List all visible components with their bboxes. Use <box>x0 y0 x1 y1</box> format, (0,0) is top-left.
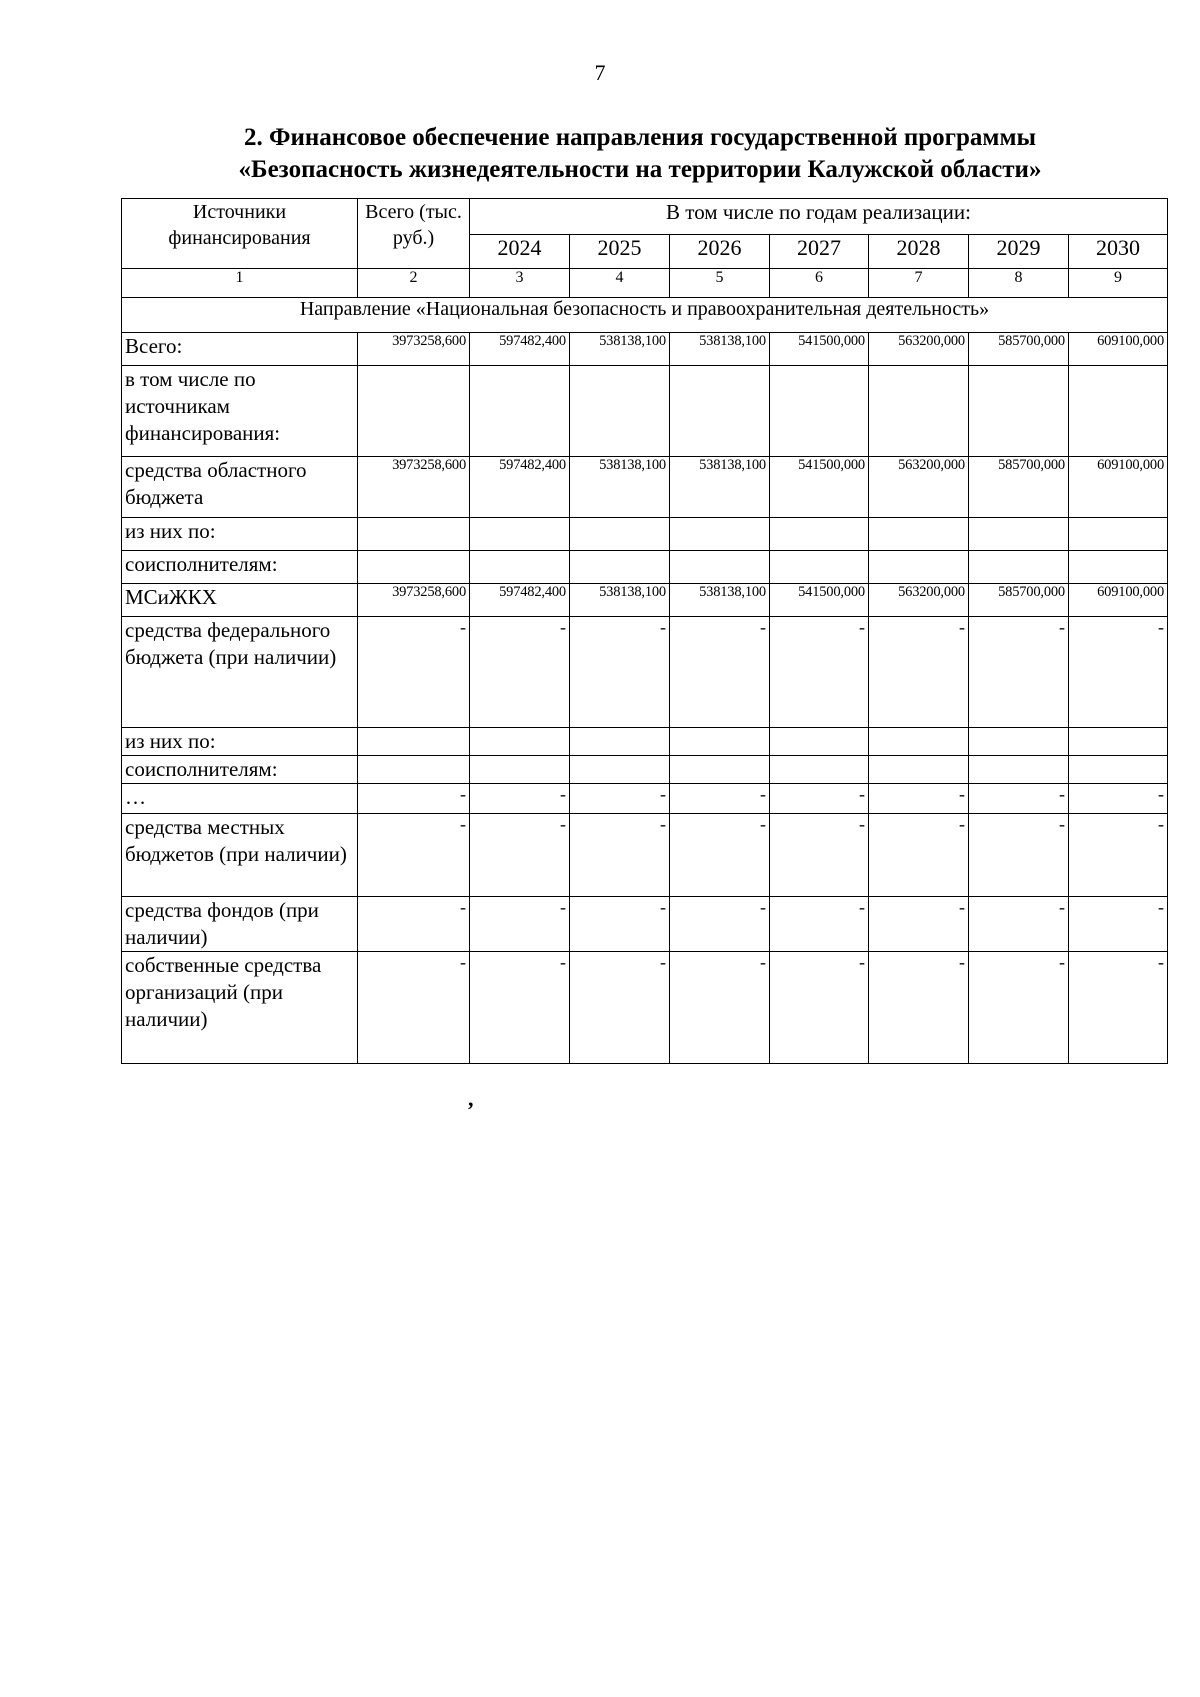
value-cell: 538138,100 <box>570 333 670 366</box>
value-cell: 538138,100 <box>670 457 770 518</box>
value-cell: 609100,000 <box>1069 457 1168 518</box>
value-cell: - <box>770 897 869 952</box>
value-cell: 597482,400 <box>470 584 570 617</box>
row-label: средства областного бюджета <box>122 457 358 518</box>
value-cell <box>869 518 969 551</box>
stray-mark: , <box>468 1086 474 1111</box>
value-cell <box>470 728 570 756</box>
year-header: 2027 <box>770 235 869 269</box>
row-label: собственные средства организаций (при наличии) <box>122 952 358 1064</box>
value-cell: 609100,000 <box>1069 333 1168 366</box>
value-cell <box>1069 756 1168 784</box>
document-title <box>120 122 1160 186</box>
value-cell <box>969 728 1069 756</box>
table-row <box>122 333 1168 366</box>
value-cell: 538138,100 <box>570 584 670 617</box>
table-row <box>122 457 1168 518</box>
value-cell <box>969 551 1069 584</box>
value-cell: - <box>1069 814 1168 897</box>
value-cell: - <box>470 617 570 728</box>
column-number: 8 <box>969 269 1069 298</box>
value-cell <box>670 756 770 784</box>
value-cell <box>969 366 1069 457</box>
year-header: 2025 <box>570 235 670 269</box>
value-cell <box>770 756 869 784</box>
value-cell <box>670 366 770 457</box>
value-cell: - <box>770 784 869 814</box>
value-cell: 597482,400 <box>470 333 570 366</box>
value-cell: - <box>1069 784 1168 814</box>
value-cell: - <box>570 617 670 728</box>
value-cell: - <box>358 617 470 728</box>
value-cell: 541500,000 <box>770 333 869 366</box>
value-cell <box>358 551 470 584</box>
financing-table <box>121 198 1168 1064</box>
value-cell: - <box>358 952 470 1064</box>
row-label: Всего: <box>122 333 358 366</box>
value-cell <box>570 728 670 756</box>
value-cell: 3973258,600 <box>358 333 470 366</box>
value-cell <box>969 756 1069 784</box>
value-cell: - <box>969 814 1069 897</box>
row-label: средства федерального бюджета (при наличии) <box>122 617 358 728</box>
year-header: 2028 <box>869 235 969 269</box>
value-cell <box>1069 728 1168 756</box>
section-title: Направление «Национальная безопасность и правоохранительная деятельность» <box>122 298 1168 333</box>
value-cell <box>770 728 869 756</box>
table-body <box>122 333 1168 1064</box>
value-cell: - <box>869 897 969 952</box>
column-number: 7 <box>869 269 969 298</box>
value-cell: 563200,000 <box>869 457 969 518</box>
value-cell: - <box>770 952 869 1064</box>
row-label: соисполнителям: <box>122 756 358 784</box>
value-cell: - <box>470 952 570 1064</box>
table-row <box>122 784 1168 814</box>
value-cell <box>570 756 670 784</box>
value-cell <box>670 728 770 756</box>
value-cell <box>670 518 770 551</box>
value-cell <box>969 518 1069 551</box>
value-cell: 609100,000 <box>1069 584 1168 617</box>
value-cell <box>470 551 570 584</box>
value-cell: 563200,000 <box>869 584 969 617</box>
value-cell <box>570 366 670 457</box>
value-cell: - <box>1069 952 1168 1064</box>
value-cell: - <box>770 814 869 897</box>
value-cell: - <box>869 617 969 728</box>
value-cell: 3973258,600 <box>358 457 470 518</box>
title-line-1: 2. Финансовое обеспечение направления государственной программы <box>243 124 1037 151</box>
value-cell <box>670 551 770 584</box>
value-cell: - <box>670 952 770 1064</box>
value-cell: 538138,100 <box>670 333 770 366</box>
value-cell: - <box>969 897 1069 952</box>
value-cell <box>770 366 869 457</box>
header-by-years: В том числе по годам реализации: <box>470 199 1168 235</box>
value-cell: - <box>670 784 770 814</box>
row-label: соисполнителям: <box>122 551 358 584</box>
value-cell: - <box>470 897 570 952</box>
value-cell <box>869 366 969 457</box>
value-cell: - <box>358 814 470 897</box>
value-cell <box>1069 518 1168 551</box>
value-cell: - <box>670 897 770 952</box>
column-number: 5 <box>670 269 770 298</box>
table-row <box>122 952 1168 1064</box>
value-cell <box>869 756 969 784</box>
value-cell: 597482,400 <box>470 457 570 518</box>
table-row <box>122 617 1168 728</box>
value-cell <box>358 366 470 457</box>
year-header: 2024 <box>470 235 570 269</box>
row-label: средства фондов (при наличии) <box>122 897 358 952</box>
value-cell <box>358 756 470 784</box>
value-cell: 538138,100 <box>570 457 670 518</box>
value-cell: 3973258,600 <box>358 584 470 617</box>
value-cell: 563200,000 <box>869 333 969 366</box>
value-cell: 538138,100 <box>670 584 770 617</box>
column-number: 4 <box>570 269 670 298</box>
value-cell <box>1069 366 1168 457</box>
value-cell: - <box>358 784 470 814</box>
value-cell: - <box>869 952 969 1064</box>
row-label: из них по: <box>122 728 358 756</box>
column-number: 9 <box>1069 269 1168 298</box>
table-row <box>122 366 1168 457</box>
value-cell: 585700,000 <box>969 457 1069 518</box>
row-label: … <box>122 784 358 814</box>
value-cell: - <box>969 617 1069 728</box>
column-number: 2 <box>358 269 470 298</box>
table-row <box>122 551 1168 584</box>
header-sources: Источники финансирования <box>122 199 358 269</box>
value-cell <box>470 518 570 551</box>
value-cell: - <box>1069 897 1168 952</box>
value-cell <box>358 518 470 551</box>
value-cell <box>470 366 570 457</box>
value-cell: - <box>969 952 1069 1064</box>
table-row <box>122 814 1168 897</box>
value-cell: - <box>1069 617 1168 728</box>
value-cell: 541500,000 <box>770 457 869 518</box>
value-cell: - <box>470 814 570 897</box>
value-cell <box>358 728 470 756</box>
value-cell: 585700,000 <box>969 333 1069 366</box>
table-row <box>122 518 1168 551</box>
value-cell: - <box>570 952 670 1064</box>
value-cell: - <box>670 814 770 897</box>
value-cell: - <box>570 814 670 897</box>
value-cell <box>770 551 869 584</box>
page-number: 7 <box>594 60 606 85</box>
row-label: в том числе по источникам финансирования: <box>122 366 358 457</box>
column-numbers-row <box>122 269 1168 298</box>
table-row <box>122 584 1168 617</box>
value-cell: 541500,000 <box>770 584 869 617</box>
value-cell: - <box>770 617 869 728</box>
year-header: 2030 <box>1069 235 1168 269</box>
value-cell: - <box>869 814 969 897</box>
row-label: МСиЖКХ <box>122 584 358 617</box>
value-cell: - <box>670 617 770 728</box>
value-cell: - <box>358 897 470 952</box>
value-cell <box>570 518 670 551</box>
value-cell: - <box>969 784 1069 814</box>
value-cell: - <box>570 784 670 814</box>
table-row <box>122 756 1168 784</box>
value-cell <box>1069 551 1168 584</box>
table-row <box>122 897 1168 952</box>
value-cell: - <box>570 897 670 952</box>
year-header: 2026 <box>670 235 770 269</box>
value-cell <box>770 518 869 551</box>
table-row <box>122 728 1168 756</box>
value-cell <box>869 728 969 756</box>
header-total: Всего (тыс. руб.) <box>358 199 470 269</box>
title-line-2: «Безопасность жизнедеятельности на территории Калужской области» <box>238 156 1042 183</box>
value-cell <box>570 551 670 584</box>
year-header: 2029 <box>969 235 1069 269</box>
row-label: из них по: <box>122 518 358 551</box>
column-number: 6 <box>770 269 869 298</box>
value-cell: - <box>869 784 969 814</box>
row-label: средства местных бюджетов (при наличии) <box>122 814 358 897</box>
column-number: 1 <box>122 269 358 298</box>
column-number: 3 <box>470 269 570 298</box>
value-cell <box>470 756 570 784</box>
value-cell: - <box>470 784 570 814</box>
value-cell: 585700,000 <box>969 584 1069 617</box>
value-cell <box>869 551 969 584</box>
